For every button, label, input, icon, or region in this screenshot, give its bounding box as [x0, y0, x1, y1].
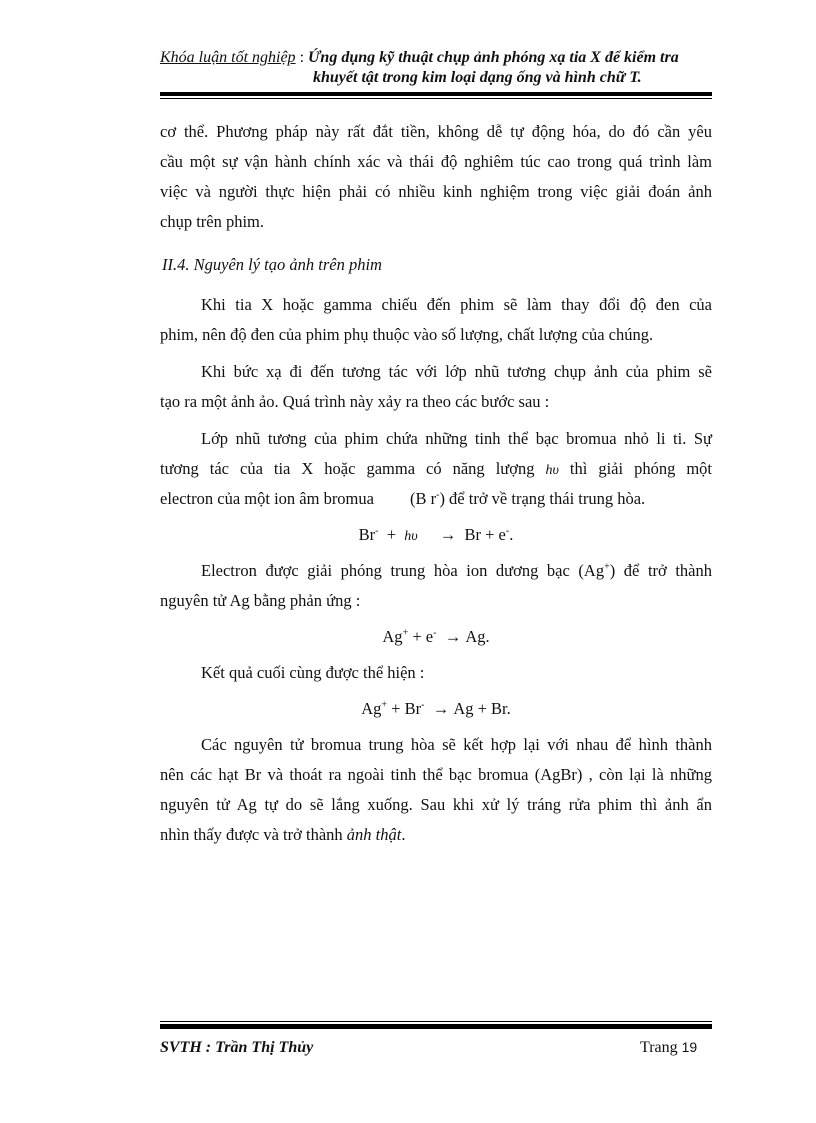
para2-line1: Khi tia X hoặc gamma chiếu đến phim sẽ làm thay đổi độ đen của: [201, 295, 712, 314]
para3-line2: tạo ra một ảnh ảo. Quá trình này xảy ra theo các bước sau :: [160, 392, 550, 411]
equation-2: Ag+ + e- → Ag.: [382, 627, 490, 646]
para1-line4: chụp trên phim.: [160, 212, 265, 231]
equation-1: Br- + hυ → Br + e-.: [358, 525, 514, 544]
para7-line4: nhìn thấy được và trở thành ảnh thật.: [160, 825, 406, 844]
para4-line1: Lớp nhũ tương của phim chứa những tinh thể bạc bromua nhỏ li ti. Sự: [201, 429, 712, 448]
equation-3: Ag+ + Br- → Ag + Br.: [361, 699, 511, 718]
para4-line2: tương tác của tia X hoặc gamma có năng lượng hυ thì giải phóng một: [160, 459, 713, 478]
para3-line1: Khi bức xạ đi đến tương tác với lớp nhũ tương chụp ảnh của phim sẽ: [201, 362, 712, 381]
para5-line2: nguyên tử Ag bằng phản ứng :: [160, 591, 361, 610]
para7-line1: Các nguyên tử bromua trung hòa sẽ kết hợp lại với nhau để hình thành: [201, 735, 712, 754]
footer-rule-thick: [160, 1024, 712, 1029]
page-number: 19: [681, 1039, 698, 1055]
footer-page-number: Trang 19: [640, 1039, 698, 1056]
para1-line1: cơ thể. Phương pháp này rất đắt tiền, không dễ tự động hóa, do đó cần yêu: [160, 122, 712, 141]
header-line-1: [160, 48, 712, 68]
hv-symbol: hυ: [545, 463, 559, 478]
header-title-line-2: khuyết tật trong kim loại dạng ống và hình chữ T.: [313, 69, 642, 86]
page-header: [160, 48, 712, 88]
para6: Kết quả cuối cùng được thể hiện :: [201, 663, 425, 682]
para5-line1: Electron được giải phóng trung hòa ion dương bạc (Ag+) để trở thành: [201, 561, 712, 580]
para7-line3: nguyên tử Ag tự do sẽ lắng xuống. Sau khi xử lý tráng rửa phim thì ảnh ẩn: [160, 795, 712, 814]
header-rule-thin: [160, 98, 712, 99]
page-body: [160, 117, 712, 850]
para2-line2: phim, nên độ đen của phim phụ thuộc vào số lượng, chất lượng của chúng.: [160, 325, 654, 344]
author-name: Trần Thị Thủy: [215, 1039, 314, 1056]
para4-line3: electron của một ion âm bromua (B r-) để trở về trạng thái trung hòa.: [160, 489, 646, 508]
footer-author: SVTH : Trần Thị Thủy: [160, 1039, 314, 1056]
emphasis-anh-that: ảnh thật: [346, 825, 402, 844]
section-title: II.4. Nguyên lý tạo ảnh trên phim: [162, 255, 382, 274]
para1-line3: việc và người thực hiện phải có nhiều kinh nghiệm trong việc giải đoán ảnh: [160, 182, 712, 201]
para7-line2: nên các hạt Br và thoát ra ngoài tinh thể bạc bromua (AgBr) , còn lại là những: [160, 765, 712, 784]
header-separator: :: [295, 49, 309, 66]
header-title-line-1: Ứng dụng kỹ thuật chụp ảnh phóng xạ tia X để kiểm tra: [308, 49, 679, 66]
header-label: Khóa luận tốt nghiệp: [160, 49, 296, 66]
para1-line2: cầu một sự vận hành chính xác và thái độ nghiêm túc cao trong quá trình làm: [160, 152, 712, 171]
footer-rule-thin: [160, 1021, 712, 1022]
header-rule-thick: [160, 92, 712, 96]
